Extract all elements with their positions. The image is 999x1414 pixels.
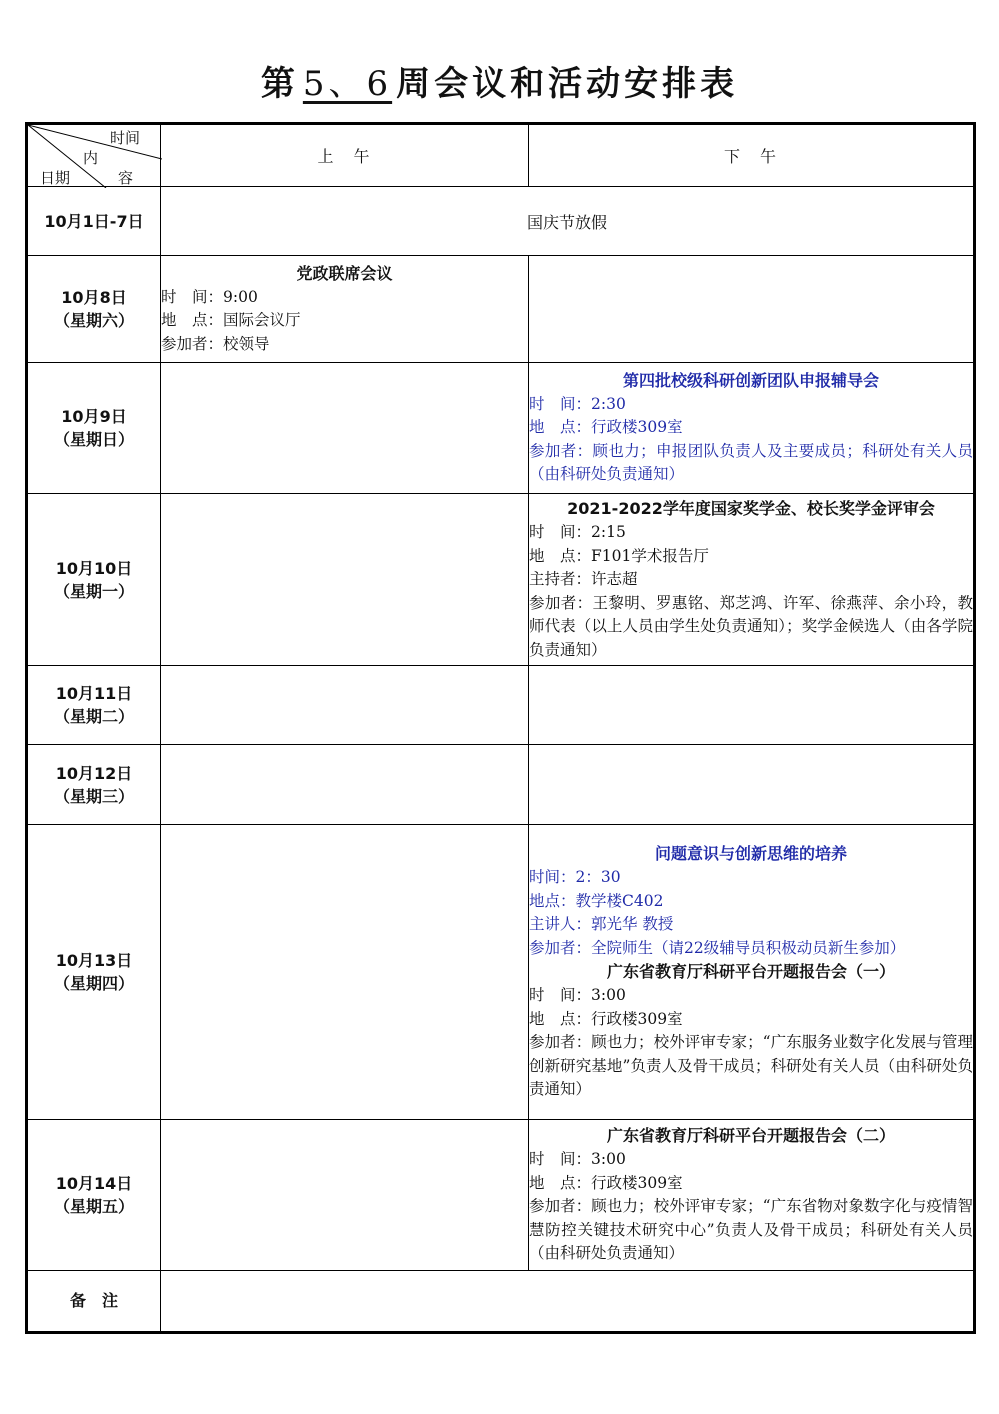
title-prefix: 第 — [260, 64, 299, 104]
remarks-content — [161, 1270, 975, 1332]
event-attendees: 参加者：顾也力；校外评审专家；“广东省物对象数字化与疫情智慧防控关键技术研究中心”负责人及骨干成员；科研处有关人员（由科研处负责通知） — [529, 1197, 973, 1263]
event-time: 时 间：2:30 — [529, 394, 626, 413]
table-row — [27, 256, 975, 362]
header-row — [27, 124, 975, 187]
date-cell — [27, 824, 161, 1120]
schedule-table — [25, 122, 976, 1334]
pm-cell — [529, 1120, 975, 1270]
header-pm: 下 午 — [529, 124, 975, 187]
event-place: 地 点：F101学术报告厅 — [529, 546, 709, 565]
am-cell — [161, 256, 529, 362]
event-time: 时 间：3:00 — [529, 986, 626, 1005]
table-row — [27, 666, 975, 745]
remarks-label: 备 注 — [27, 1270, 161, 1332]
event-place: 地 点：行政楼309室 — [529, 1009, 683, 1028]
event-attendees: 参加者：全院师生（请22级辅导员积极动员新生参加） — [529, 938, 906, 957]
diag-label-time: 时间 — [110, 129, 141, 147]
diag-label-nei: 内 — [83, 149, 99, 167]
date-cell — [27, 493, 161, 665]
weekday-label: （星期三） — [53, 786, 134, 806]
event-time: 时 间：9:00 — [161, 287, 258, 306]
table-row — [27, 362, 975, 493]
date-cell — [27, 1120, 161, 1270]
pm-cell — [529, 824, 975, 1120]
date-label: 10月10日 — [55, 558, 133, 578]
event-place: 地 点：行政楼309室 — [529, 1173, 683, 1192]
date-label: 10月14日 — [55, 1174, 133, 1194]
title-week-numbers: 5、6 — [302, 64, 393, 104]
meeting-block — [529, 960, 973, 1102]
event-title: 问题意识与创新思维的培养 — [654, 844, 847, 864]
event-time: 时 间：3:00 — [529, 1150, 626, 1169]
date-cell — [27, 256, 161, 362]
event-title: 广东省教育厅科研平台开题报告会（二） — [606, 1126, 895, 1146]
am-cell — [161, 824, 529, 1120]
remarks-row — [27, 1270, 975, 1332]
event-place: 地 点：国际会议厅 — [161, 311, 301, 330]
weekday-label: （星期二） — [53, 707, 134, 727]
event-title: 广东省教育厅科研平台开题报告会（一） — [606, 962, 895, 982]
table-row — [27, 493, 975, 665]
diagonal-header-cell — [27, 124, 161, 187]
date-cell — [27, 666, 161, 745]
event-place: 地点：教学楼C402 — [529, 891, 664, 910]
pm-cell — [529, 362, 975, 493]
header-am: 上 午 — [161, 124, 529, 187]
pm-cell — [529, 745, 975, 824]
event-title: 党政联席会议 — [296, 263, 393, 283]
weekday-label: （星期四） — [53, 974, 134, 994]
event-title: 2021-2022学年度国家奖学金、校长奖学金评审会 — [567, 499, 935, 519]
event-time: 时 间：2:15 — [529, 523, 626, 542]
weekday-label: （星期五） — [53, 1197, 134, 1217]
am-cell — [161, 362, 529, 493]
weekday-label: （星期日） — [53, 429, 134, 449]
date-label: 10月8日 — [61, 287, 127, 307]
holiday-cell: 国庆节放假 — [161, 187, 975, 256]
title-suffix: 周会议和活动安排表 — [396, 64, 739, 104]
event-host: 主持者：许志超 — [529, 570, 638, 589]
am-cell — [161, 745, 529, 824]
diag-label-date: 日期 — [40, 169, 71, 187]
date-label: 10月9日 — [61, 406, 127, 426]
am-cell — [161, 1120, 529, 1270]
table-row — [27, 187, 975, 256]
am-cell — [161, 493, 529, 665]
event-title: 第四批校级科研创新团队申报辅导会 — [622, 370, 879, 390]
am-cell — [161, 666, 529, 745]
event-attendees: 参加者：顾也力；申报团队负责人及主要成员；科研处有关人员（由科研处负责通知） — [529, 441, 973, 484]
pm-cell — [529, 493, 975, 665]
page-title — [0, 56, 999, 105]
pm-cell — [529, 666, 975, 745]
event-time: 时间：2：30 — [529, 868, 621, 887]
event-speaker: 主讲人：郭光华 教授 — [529, 915, 674, 934]
date-label: 10月1日-7日 — [44, 211, 144, 231]
weekday-label: （星期一） — [53, 581, 134, 601]
event-attendees: 参加者：顾也力；校外评审专家；“广东服务业数字化发展与管理创新研究基地”负责人及骨干成员；科研处有关人员（由科研处负责通知） — [529, 1033, 973, 1099]
event-place: 地 点：行政楼309室 — [529, 418, 683, 437]
pm-cell — [529, 256, 975, 362]
date-cell — [27, 187, 161, 256]
date-cell — [27, 745, 161, 824]
diag-label-rong: 容 — [118, 169, 134, 187]
weekday-label: （星期六） — [53, 310, 134, 330]
date-label: 10月13日 — [55, 951, 133, 971]
table-row — [27, 1120, 975, 1270]
table-row — [27, 824, 975, 1120]
table-row — [27, 745, 975, 824]
date-cell — [27, 362, 161, 493]
event-attendees: 参加者：王黎明、罗惠铭、郑芝鸿、许军、徐燕萍、余小玲，教师代表（以上人员由学生处负责通知）；奖学金候选人（由各学院负责通知） — [529, 593, 973, 659]
date-label: 10月11日 — [55, 684, 133, 704]
event-attendees: 参加者：校领导 — [161, 334, 270, 353]
lecture-block — [529, 842, 973, 960]
date-label: 10月12日 — [55, 763, 133, 783]
